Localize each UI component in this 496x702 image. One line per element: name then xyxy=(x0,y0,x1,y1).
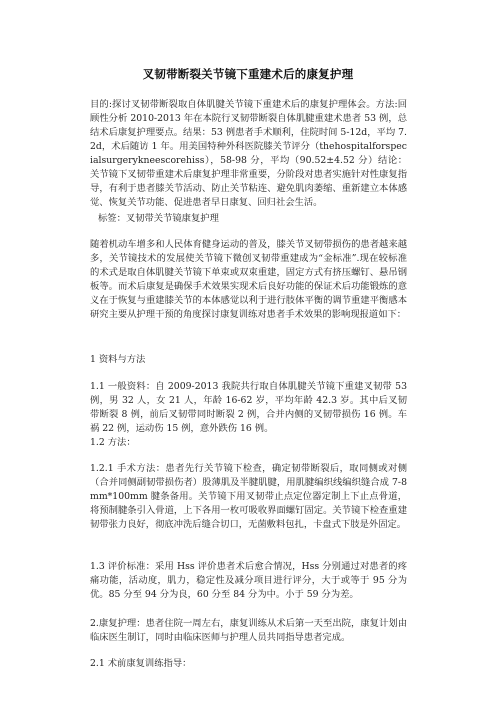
rehab-nursing-paragraph: 2.康复护理：患者住院一周左右，康复训练从术后第一天至出院，康复计划由临床医生制订，同时由临床医师与护理人员共同指导患者完成。 xyxy=(90,618,407,643)
preop-training-heading: 2.1 术前康复训练指导： xyxy=(90,658,192,669)
surgical-method-paragraph: 1.2.1 手术方法：患者先行关节镜下检查，确定韧带断裂后，取同侧或对侧（合并同侧副韧带损伤者）股薄肌及半腱肌腱，用肌腱编织线编织缝合成 7-8mm*100mm 腱条备用。关节镜下用叉韧带止点定位器定制上下止点骨道，将预制腱条引入骨道，上下各用一枚可吸收界面螺钉固定。关节镜下检查重建韧带张力良好，彻底冲洗后缝合切口，无菌敷料包扎，卡盘式下肢是外固定。 xyxy=(90,463,407,530)
section-heading-materials-methods: 1 资料与方法 xyxy=(90,354,146,365)
abstract-paragraph: 目的:探讨叉韧带断裂取自体肌腱关节镜下重建术后的康复护理体会。方法:回顾性分析 2010-2013 年在本院行叉韧带断裂自体肌腱重建术患者 53 例，总结术后康复护理要点。结果：53 例患者手术顺利，住院时间 5-12d，平均 7.2d，术后随访 1 年。用美国特种外科医院膝关节评分（thehospitalforspecialsurgerykneescorehiss），58-98 分，平均（90.52±4.52 分）结论：关节镜下叉韧带重建术后康复护理非常重要，分阶段对患者实施针对性康复指导，有利于患者膝关节活动、防止关节粘连、避免肌肉萎缩、重新建立本体感觉、恢复关节功能、促进患者早日康复、回归社会生活。 xyxy=(90,99,407,208)
evaluation-criteria-paragraph: 1.3 评价标准：采用 Hss 评价患者术后愈合情况，Hss 分别通过对患者的疼痛功能，活动度，肌力，稳定性及减分项目进行评分，大于或等于 95 分为优。85 分至 94 分为良，60 分至 84 分为中。小于 59 分为差。 xyxy=(90,561,407,600)
page-title: 叉韧带断裂关节镜下重建术后的康复护理 xyxy=(142,67,354,81)
intro-paragraph: 随着机动车增多和人民体育健身运动的普及，膝关节叉韧带损伤的患者越来越多，关节镜技术的发展使关节镜下微创叉韧带重建成为“金标准”.现在较标准的术式是取自体肌腱关节镜下单束或双束重建，固定方式有挤压螺钉、悬吊钢板等。而术后康复是确保手术效果实现术后良好功能的保证术后功能锻炼的意义在于恢复与重建膝关节的本体感觉以利于进行肢体平衡的调节重建平衡感本研究主要从护理干预的角度探讨康复训练对患者手术效果的影响现报道如下： xyxy=(90,239,407,320)
general-data-paragraph: 1.1 一般资料：自 2009-2013 我院共行取自体肌腱关节镜下重建叉韧带 53 例，男 32 人，女 21 人，年龄 16-62 岁，平均年龄 42.3 岁。其中后叉韧带断裂 8 例，前后叉韧带同时断裂 2 例，合并内侧的叉韧带损伤 16 例。车祸 22 例，运动伤 15 例，意外跌伤 16 例。 xyxy=(90,381,407,434)
keywords-line: 标签：叉韧带关节镜康复护理 xyxy=(98,213,219,224)
methods-heading: 1.2 方法： xyxy=(90,437,136,448)
